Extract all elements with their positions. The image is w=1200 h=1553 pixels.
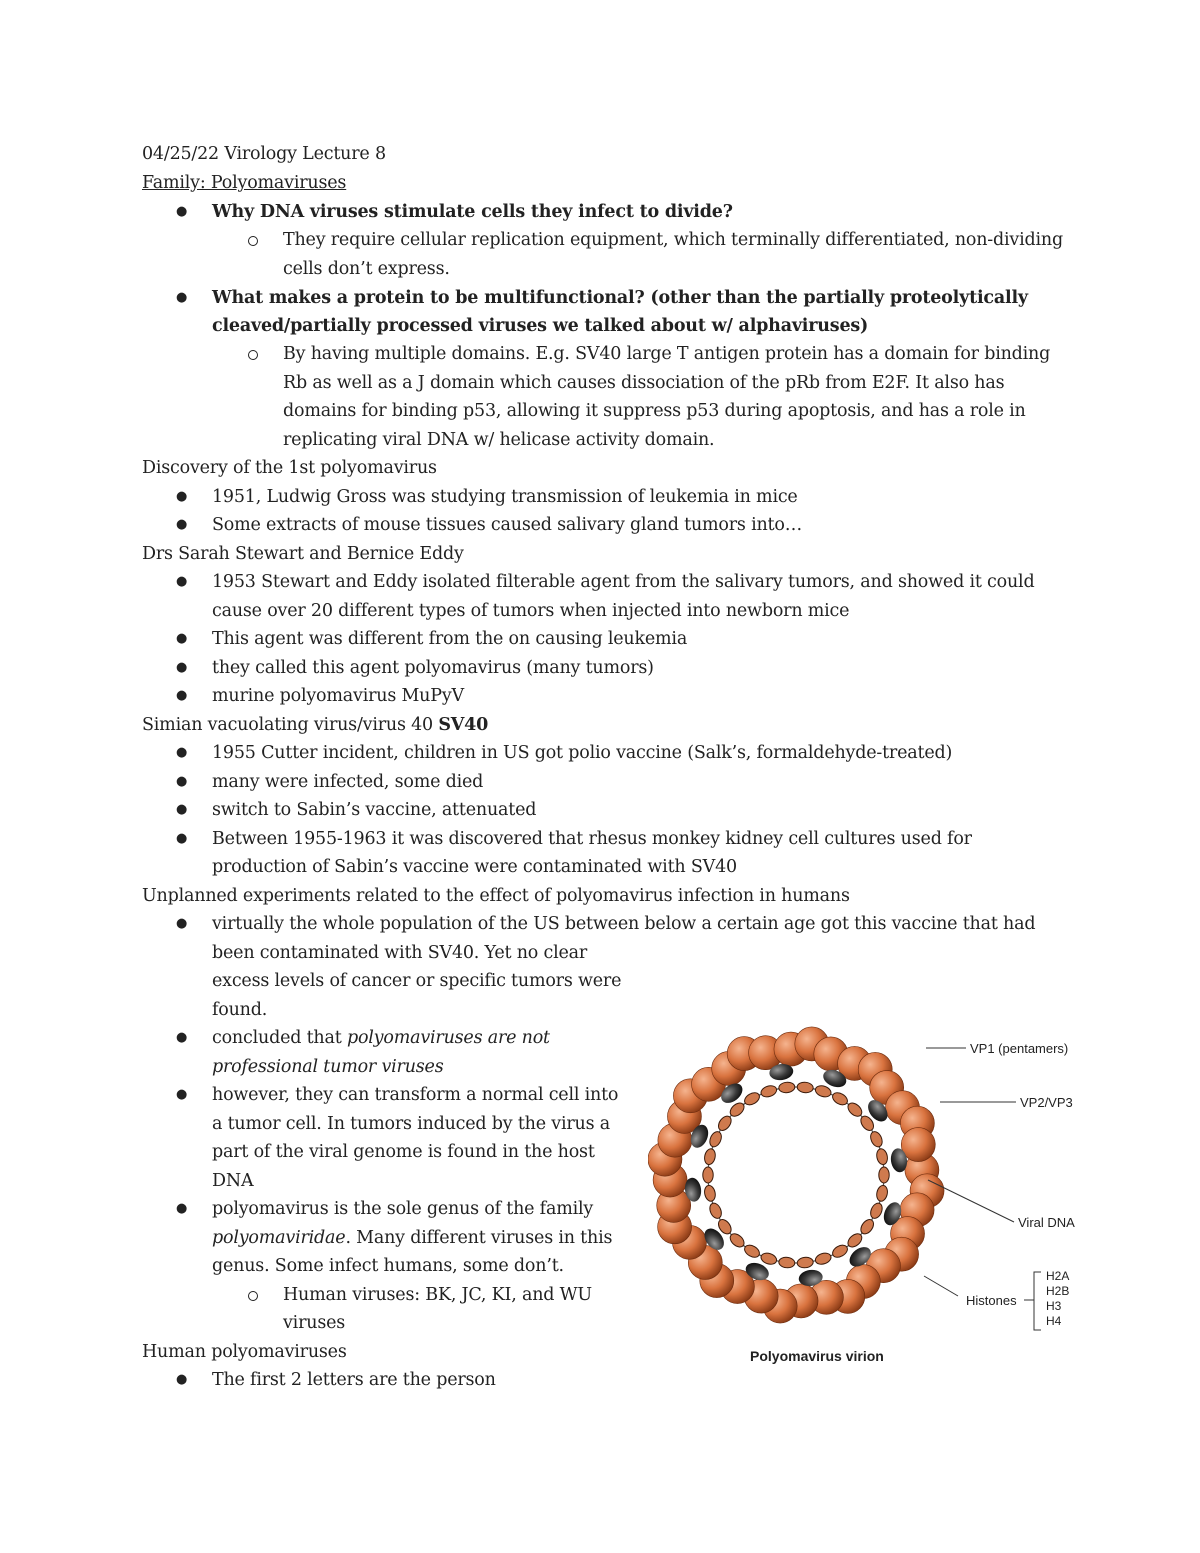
bullet-icon: ●: [176, 916, 188, 931]
answer-2-line: Rb as well as a J domain which causes dissociation of the pRb from E2F. It also has: [283, 373, 1005, 393]
list-item: they called this agent polyomavirus (many tumors): [212, 658, 654, 678]
label-h3: H3: [1046, 1299, 1062, 1313]
hollow-bullet-icon: [248, 236, 258, 246]
histone-bead: [703, 1148, 716, 1166]
histone-bead: [778, 1257, 795, 1269]
bullet-icon: ●: [176, 831, 188, 846]
section-heading: Discovery of the 1st polyomavirus: [142, 458, 437, 478]
list-item: however, they can transform a normal cell into: [212, 1085, 619, 1105]
vp1-sphere: [901, 1128, 935, 1162]
list-item: Some extracts of mouse tissues caused salivary gland tumors into…: [212, 515, 803, 535]
answer-2-line: replicating viral DNA w/ helicase activity domain.: [283, 430, 715, 450]
bullet-icon: ●: [176, 574, 188, 589]
list-item: production of Sabin’s vaccine were contaminated with SV40: [212, 857, 737, 877]
histone-bead: [830, 1090, 849, 1107]
list-item: genus. Some infect humans, some don’t.: [212, 1256, 564, 1276]
histone-bead: [716, 1114, 734, 1133]
list-item: virtually the whole population of the US between below a certain age got this vaccine that had: [212, 914, 1036, 934]
label-h4: H4: [1046, 1314, 1062, 1328]
hollow-bullet-icon: [248, 350, 258, 360]
section-heading: Unplanned experiments related to the effect of polyomavirus infection in humans: [142, 886, 850, 906]
list-item: cause over 20 different types of tumors when injected into newborn mice: [212, 601, 850, 621]
document-title: 04/25/22 Virology Lecture 8: [142, 144, 386, 164]
bullet-icon: ●: [176, 688, 188, 703]
question-1: Why DNA viruses stimulate cells they infect to divide?: [212, 202, 733, 222]
list-item: excess levels of cancer or specific tumors were: [212, 971, 622, 991]
section-heading: Human polyomaviruses: [142, 1342, 347, 1362]
list-item: many were infected, some died: [212, 772, 484, 792]
italic-text: professional tumor viruses: [212, 1057, 444, 1077]
italic-text: polyomaviridae: [212, 1228, 346, 1248]
histone-bead: [875, 1184, 888, 1202]
label-vp2-vp3: VP2/VP3: [1020, 1095, 1073, 1110]
histone-bead: [760, 1251, 778, 1266]
list-item: polyomavirus is the sole genus of the family: [212, 1199, 594, 1219]
histone-bead: [858, 1217, 876, 1236]
histone-bead: [703, 1167, 713, 1183]
list-item-text: . Many different viruses in this: [345, 1228, 613, 1248]
histone-bead: [760, 1084, 778, 1099]
list-item: DNA: [212, 1171, 254, 1191]
histone-bead: [879, 1167, 889, 1183]
list-item: The first 2 letters are the person: [212, 1370, 496, 1390]
histone-bead: [868, 1130, 884, 1149]
list-item: [212, 1224, 612, 1253]
list-item: found.: [212, 1000, 268, 1020]
bullet-icon: ●: [176, 517, 188, 532]
section-heading-text: Simian vacuolating virus/virus 40: [142, 715, 439, 735]
bullet-icon: ●: [176, 1372, 188, 1387]
sub-list-item: viruses: [283, 1313, 346, 1333]
list-item-text: concluded that: [212, 1028, 347, 1048]
bullet-icon: ●: [176, 489, 188, 504]
list-item: 1955 Cutter incident, children in US got polio vaccine (Salk’s, formaldehyde-treated): [212, 743, 953, 763]
bullet-icon: ●: [176, 290, 188, 305]
label-h2a: H2A: [1046, 1269, 1070, 1283]
bullet-icon: ●: [176, 660, 188, 675]
histone-bead: [742, 1243, 761, 1260]
histone-bead: [814, 1084, 832, 1099]
figure-caption: Polyomavirus virion: [750, 1348, 884, 1364]
answer-1-line: They require cellular replication equipment, which terminally differentiated, non-dividing: [283, 230, 1063, 250]
list-item: 1951, Ludwig Gross was studying transmission of leukemia in mice: [212, 487, 798, 507]
viral-dna-ring: [703, 1081, 889, 1268]
histone-bead: [708, 1201, 724, 1220]
question-2: cleaved/partially processed viruses we talked about w/ alphaviruses): [212, 316, 869, 336]
histone-bead: [703, 1184, 716, 1202]
family-heading: Family: Polyomaviruses: [142, 173, 347, 193]
section-heading: [142, 711, 488, 740]
capsid-ring: [648, 1027, 944, 1323]
list-item: a tumor cell. In tumors induced by the virus a: [212, 1114, 610, 1134]
histone-bead: [778, 1081, 795, 1093]
sv40-bold: SV40: [438, 715, 489, 735]
list-item: been contaminated with SV40. Yet no clear: [212, 943, 588, 963]
histone-bead: [875, 1148, 888, 1166]
section-heading: Drs Sarah Stewart and Bernice Eddy: [142, 544, 464, 564]
sub-list-item: Human viruses: BK, JC, KI, and WU: [283, 1285, 592, 1305]
list-item: 1953 Stewart and Eddy isolated filterable agent from the salivary tumors, and showed it could: [212, 572, 1035, 592]
hollow-bullet-icon: [248, 1291, 258, 1301]
italic-text: polyomaviruses are not: [346, 1028, 550, 1048]
answer-2-line: domains for binding p53, allowing it suppress p53 during apoptosis, and has a role in: [283, 401, 1026, 421]
histone-bead: [830, 1243, 849, 1260]
histone-bead: [797, 1081, 814, 1093]
list-item: This agent was different from the on causing leukemia: [212, 629, 688, 649]
label-viral-dna: Viral DNA: [1018, 1215, 1075, 1230]
histone-bead: [708, 1130, 724, 1149]
bullet-icon: ●: [176, 1201, 188, 1216]
bullet-icon: ●: [176, 802, 188, 817]
list-item: murine polyomavirus MuPyV: [212, 686, 464, 706]
bullet-icon: ●: [176, 1087, 188, 1102]
list-item: switch to Sabin’s vaccine, attenuated: [212, 800, 537, 820]
histone-bead: [797, 1257, 814, 1269]
label-h2b: H2B: [1046, 1284, 1070, 1298]
answer-1-line: cells don’t express.: [283, 259, 450, 279]
bullet-icon: ●: [176, 204, 188, 219]
list-item: Between 1955-1963 it was discovered that rhesus monkey kidney cell cultures used for: [212, 829, 972, 849]
bullet-icon: ●: [176, 1030, 188, 1045]
histone-bead: [868, 1201, 884, 1220]
histone-bead: [742, 1090, 761, 1107]
bullet-icon: ●: [176, 774, 188, 789]
list-item: [212, 1024, 550, 1053]
question-2: What makes a protein to be multifunctional? (other than the partially proteolytically: [212, 288, 1028, 308]
bullet-icon: ●: [176, 631, 188, 646]
list-item: part of the viral genome is found in the host: [212, 1142, 595, 1162]
histone-bead: [814, 1251, 832, 1266]
label-histones: Histones: [966, 1293, 1017, 1308]
bullet-icon: ●: [176, 745, 188, 760]
answer-2-line: By having multiple domains. E.g. SV40 large T antigen protein has a domain for binding: [283, 344, 1051, 364]
polyomavirus-virion-figure: [648, 990, 1098, 1370]
label-vp1: VP1 (pentamers): [970, 1041, 1069, 1056]
